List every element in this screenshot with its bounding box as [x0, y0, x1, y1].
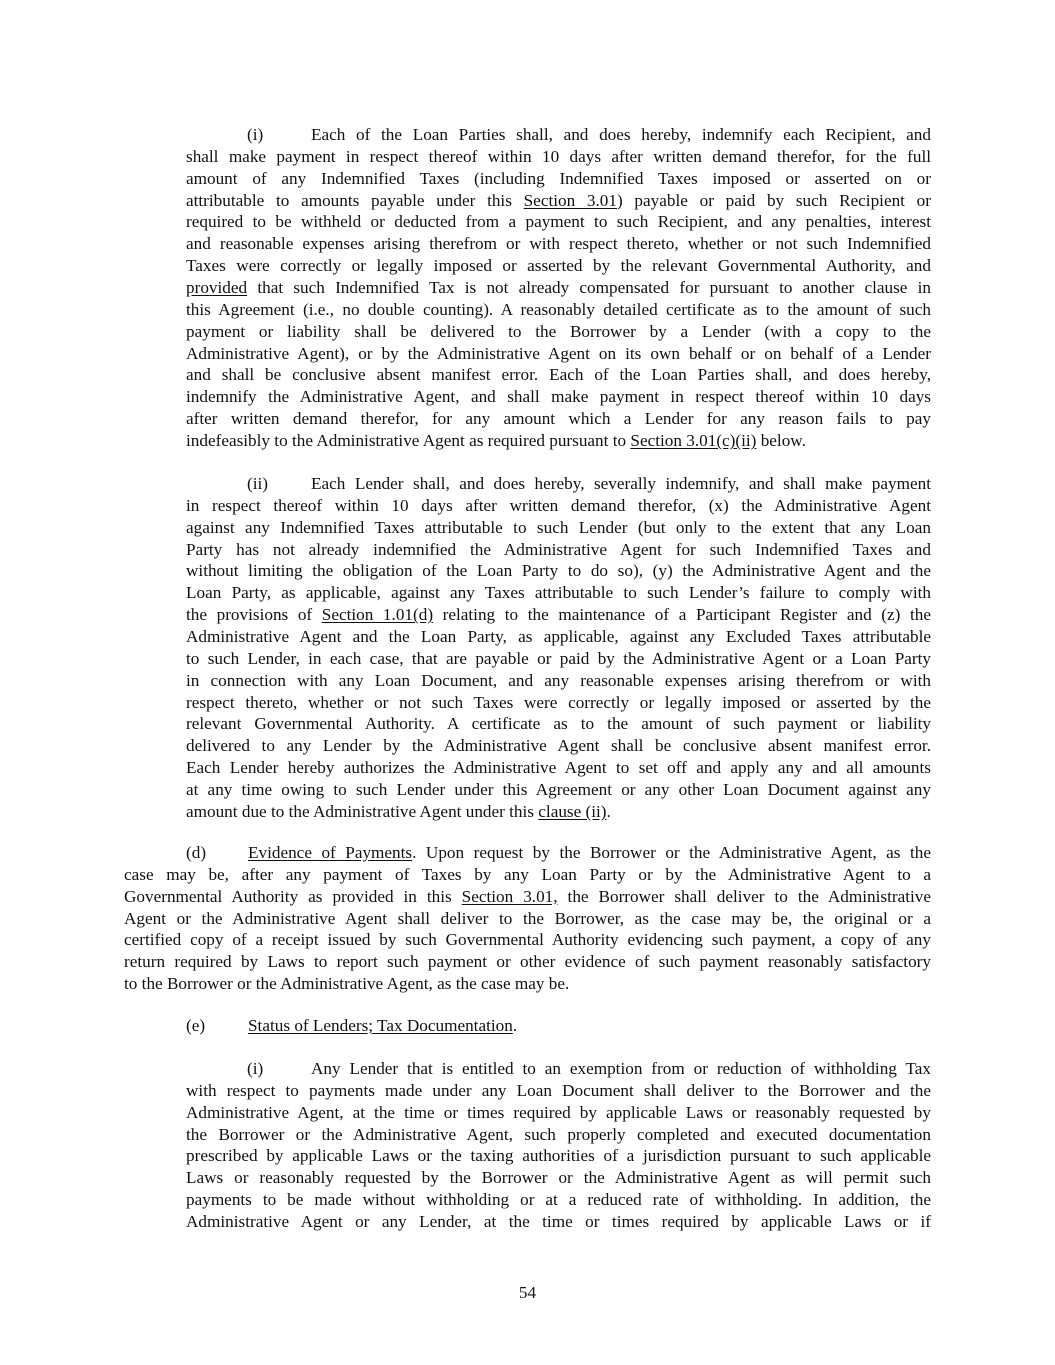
line-text — [124, 951, 931, 973]
text-segment: amount due to the Administrative Agent under this — [186, 801, 539, 821]
text-segment: respect thereto, whether or not such Taxes were correctly or legally imposed or asserted by the — [186, 692, 931, 712]
text-line — [186, 190, 931, 212]
text-line — [186, 473, 931, 495]
text-segment: at any time owing to such Lender under this Agreement or any other Loan Document against any — [186, 780, 931, 800]
line-text — [186, 757, 931, 779]
line-text — [186, 713, 931, 735]
text-line — [186, 1102, 931, 1124]
text-segment: delivered to any Lender by the Administrative Agent shall be conclusive absent manifest error. — [186, 736, 931, 756]
text-line — [186, 343, 931, 365]
text-line — [124, 908, 931, 930]
page-number: 54 — [518, 1283, 537, 1302]
paragraph-c-i — [186, 124, 931, 452]
text-line — [186, 1145, 931, 1167]
text-segment: Taxes were correctly or legally imposed or asserted by the relevant Governmental Authority, and — [186, 256, 931, 276]
text-segment: Administrative Agent, at the time or times required by applicable Laws or reasonably requested by — [186, 1102, 931, 1122]
line-text — [186, 801, 931, 823]
text-line — [186, 1211, 931, 1233]
text-segment: Loan Party, as applicable, against any Taxes attributable to such Lender’s failure to comply with — [186, 583, 931, 603]
clause-label: (i) — [247, 125, 264, 144]
cross-reference: Section 3.01, — [461, 886, 558, 906]
cross-reference: Section 3.01(c)(ii) — [630, 431, 757, 451]
text-segment: Laws or reasonably requested by the Borrower or the Administrative Agent as will permit such — [186, 1168, 931, 1188]
text-line — [186, 626, 931, 648]
line-text — [186, 1080, 931, 1102]
line-text — [186, 735, 931, 757]
text-line — [186, 1167, 931, 1189]
line-text — [186, 386, 931, 408]
text-line — [186, 713, 931, 735]
line-text — [186, 211, 931, 233]
line-text — [186, 495, 931, 517]
text-line — [124, 929, 931, 951]
line-text — [124, 908, 931, 930]
text-line — [186, 692, 931, 714]
text-line — [124, 1015, 931, 1037]
text-line — [186, 757, 931, 779]
line-text — [186, 364, 931, 386]
text-segment: in connection with any Loan Document, and any reasonable expenses arising therefrom or with — [186, 670, 931, 690]
text-segment: to such Lender, in each case, that are payable or paid by the Administrative Agent or a Loan Party — [186, 648, 931, 668]
text-segment: Each Lender shall, and does hereby, severally indemnify, and shall make payment — [311, 474, 931, 493]
text-segment: Each Lender hereby authorizes the Administrative Agent to set off and apply any and all amounts — [186, 758, 931, 778]
text-segment: below. — [756, 431, 806, 451]
text-segment: Agent or the Administrative Agent shall deliver to the Borrower, as the case may be, the original or a — [124, 908, 931, 928]
line-text — [186, 1124, 931, 1146]
text-line — [186, 255, 931, 277]
text-line — [186, 146, 931, 168]
text-segment: indemnify the Administrative Agent, and shall make payment in respect thereof within 10 days — [186, 387, 931, 407]
text-line — [186, 321, 931, 343]
text-segment: the Borrower or the Administrative Agent, such properly completed and executed documentation — [186, 1124, 931, 1144]
text-line — [186, 1124, 931, 1146]
text-line — [124, 842, 931, 864]
text-segment: this Agreement (i.e., no double counting). A reasonably detailed certificate as to the amount of such — [186, 299, 931, 319]
text-segment: relevant Governmental Authority. A certificate as to the amount of such payment or liability — [186, 714, 931, 734]
line-text — [186, 146, 931, 168]
text-line — [186, 495, 931, 517]
line-text — [186, 168, 931, 190]
text-segment: indefeasibly to the Administrative Agent as required pursuant to — [186, 431, 631, 451]
text-line — [186, 408, 931, 430]
paragraph-d-evidence-of-payments — [124, 842, 931, 995]
text-segment: to the Borrower or the Administrative Agent, as the case may be. — [124, 974, 570, 994]
line-text — [186, 1102, 931, 1124]
line-text — [186, 670, 931, 692]
line-text — [186, 1167, 931, 1189]
text-segment: with respect to payments made under any Loan Document shall deliver to the Borrower and the — [186, 1080, 931, 1100]
line-text — [186, 255, 931, 277]
text-line — [124, 951, 931, 973]
text-segment: Administrative Agent), or by the Administrative Agent on its own behalf or on behalf of a Lender — [186, 343, 931, 363]
text-segment: certified copy of a receipt issued by such Governmental Authority evidencing such payment, a copy of any — [124, 930, 931, 950]
text-segment: the provisions of — [186, 605, 322, 625]
text-line — [124, 973, 931, 995]
text-line — [124, 864, 931, 886]
text-line — [186, 670, 931, 692]
clause-label: (i) — [247, 1059, 264, 1078]
text-line — [186, 801, 931, 823]
line-text — [124, 864, 931, 886]
line-text — [124, 973, 931, 995]
line-text — [248, 842, 931, 864]
paragraph-e-i — [186, 1058, 931, 1233]
paragraph-c-ii — [186, 473, 931, 823]
text-line — [186, 277, 931, 299]
line-text — [186, 1189, 931, 1211]
clause-label: (ii) — [247, 474, 268, 493]
text-segment: Each of the Loan Parties shall, and does hereby, indemnify each Recipient, and — [311, 125, 931, 144]
text-segment: and shall be conclusive absent manifest error. Each of the Loan Parties shall, and does hereby, — [186, 365, 931, 385]
text-line — [186, 648, 931, 670]
text-segment: Any Lender that is entitled to an exemption from or reduction of withholding Tax — [311, 1059, 931, 1078]
text-line — [186, 779, 931, 801]
cross-reference: Status of Lenders; Tax Documentation — [248, 1016, 513, 1035]
text-segment: amount of any Indemnified Taxes (including Indemnified Taxes imposed or asserted on or — [186, 168, 931, 188]
line-text — [186, 517, 931, 539]
line-text — [186, 626, 931, 648]
line-text — [186, 560, 931, 582]
line-text — [311, 473, 931, 495]
text-segment: that such Indemnified Tax is not already compensated for pursuant to another clause in — [247, 278, 931, 298]
text-line — [186, 233, 931, 255]
text-segment: after written demand therefor, for any amount which a Lender for any reason fails to pay — [186, 409, 931, 429]
line-text — [186, 692, 931, 714]
text-segment: relating to the maintenance of a Participant Register and (z) the — [433, 605, 931, 625]
paragraph-e-status-of-lenders — [124, 1015, 931, 1037]
text-segment: required to be withheld or deducted from a payment to such Recipient, and any penalties, interest — [186, 212, 931, 232]
clause-label: (e) — [186, 1016, 206, 1035]
text-segment: without limiting the obligation of the Loan Party to do so), (y) the Administrative Agent and the — [186, 561, 931, 581]
clause-label: (d) — [186, 843, 207, 862]
line-text — [186, 648, 931, 670]
text-segment: Administrative Agent and the Loan Party, as applicable, against any Excluded Taxes attributable — [186, 627, 931, 647]
text-line — [186, 1189, 931, 1211]
text-segment: against any Indemnified Taxes attributable to such Lender (but only to the extent that any Loan — [186, 517, 931, 537]
line-text — [186, 539, 931, 561]
text-segment: prescribed by applicable Laws or the taxing authorities of a jurisdiction pursuant to such applicable — [186, 1146, 931, 1166]
line-text — [186, 430, 931, 452]
line-text — [311, 1058, 931, 1080]
line-text — [248, 1015, 931, 1037]
text-line — [186, 168, 931, 190]
line-text — [186, 343, 931, 365]
line-text — [186, 604, 931, 626]
line-text — [311, 124, 931, 146]
text-line — [186, 364, 931, 386]
text-line — [186, 211, 931, 233]
text-segment: Governmental Authority as provided in this — [124, 886, 462, 906]
text-line — [186, 582, 931, 604]
cross-reference: clause (ii) — [538, 801, 607, 821]
line-text — [124, 886, 931, 908]
text-segment: . — [606, 801, 611, 821]
cross-reference: Section 3.01 — [523, 190, 617, 210]
cross-reference: Evidence of Payments — [248, 843, 413, 862]
line-text — [186, 582, 931, 604]
text-segment: ) payable or paid by such Recipient or — [616, 190, 931, 210]
cross-reference: Section 1.01(d) — [321, 605, 434, 625]
text-line — [124, 886, 931, 908]
text-line — [186, 517, 931, 539]
text-line — [186, 1080, 931, 1102]
line-text — [124, 929, 931, 951]
line-text — [186, 321, 931, 343]
text-line — [186, 560, 931, 582]
line-text — [186, 299, 931, 321]
text-segment: return required by Laws to report such payment or other evidence of such payment reasonably satisfactory — [124, 952, 931, 972]
text-line — [186, 539, 931, 561]
text-line — [186, 1058, 931, 1080]
text-line — [186, 386, 931, 408]
text-segment: in respect thereof within 10 days after written demand therefor, (x) the Administrative Agent — [186, 495, 931, 515]
text-segment: shall make payment in respect thereof within 10 days after written demand therefor, for the full — [186, 146, 931, 166]
text-segment: payments to be made without withholding or at a reduced rate of withholding. In addition, the — [186, 1190, 931, 1210]
line-text — [186, 408, 931, 430]
text-line — [186, 124, 931, 146]
line-text — [186, 1211, 931, 1233]
line-text — [186, 277, 931, 299]
text-segment: . — [512, 1016, 518, 1035]
line-text — [186, 779, 931, 801]
text-segment: attributable to amounts payable under this — [186, 190, 524, 210]
line-text — [186, 233, 931, 255]
text-line — [186, 604, 931, 626]
text-line — [186, 735, 931, 757]
line-text — [186, 190, 931, 212]
text-segment: case may be, after any payment of Taxes by any Loan Party or by the Administrative Agent to a — [124, 864, 931, 884]
cross-reference: provided — [186, 278, 248, 298]
text-segment: Party has not already indemnified the Administrative Agent for such Indemnified Taxes and — [186, 539, 931, 559]
line-text — [186, 1145, 931, 1167]
text-line — [186, 299, 931, 321]
text-segment: the Borrower shall deliver to the Administrative — [557, 886, 931, 906]
text-segment: and reasonable expenses arising therefrom or with respect thereto, whether or not such Indemnified — [186, 234, 931, 254]
text-segment: payment or liability shall be delivered to the Borrower by a Lender (with a copy to the — [186, 321, 931, 341]
text-segment: . Upon request by the Borrower or the Administrative Agent, as the — [412, 843, 931, 862]
text-line — [186, 430, 931, 452]
text-segment: Administrative Agent or any Lender, at the time or times required by applicable Laws or if — [186, 1212, 931, 1232]
